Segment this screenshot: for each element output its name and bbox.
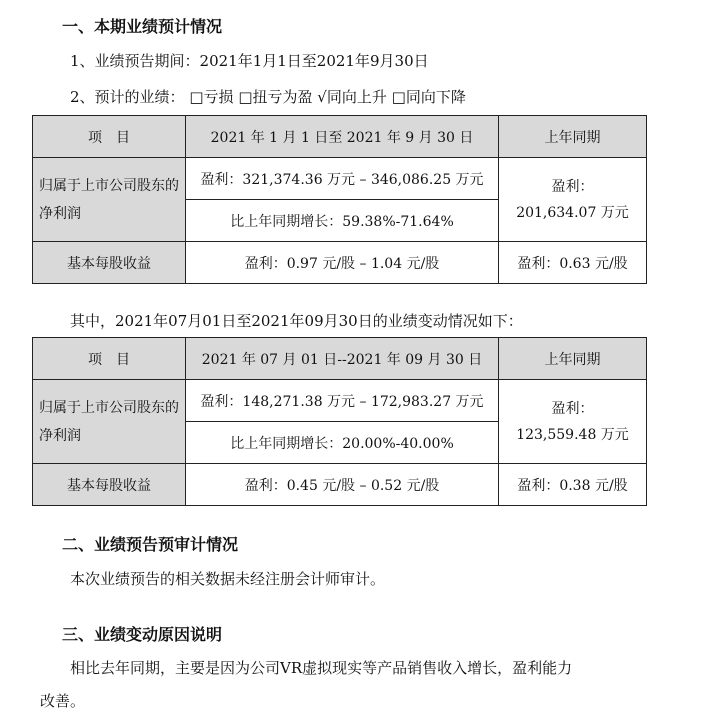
eps-label: 基本每股收益 — [33, 464, 186, 506]
q3-intro: 其中，2021年07月01日至2021年09月30日的业绩变动情况如下： — [70, 312, 523, 330]
header-item: 项 目 — [33, 116, 186, 158]
header-prior: 上年同期 — [499, 116, 647, 158]
option-increase: √同向上升 — [317, 88, 387, 106]
eps-prior: 盈利：0.38 元/股 — [499, 464, 647, 506]
net-profit-prior: 盈利： 201,634.07 万元 — [499, 158, 647, 242]
net-profit-label: 归属于上市公司股东的净利润 — [33, 380, 186, 464]
net-profit-growth: 比上年同期增长：59.38%-71.64% — [186, 200, 499, 242]
header-period: 2021 年 1 月 1 日至 2021 年 9 月 30 日 — [186, 116, 499, 158]
audit-statement: 本次业绩预告的相关数据未经注册会计师审计。 — [70, 570, 386, 588]
checkbox-icon: □ — [189, 88, 204, 106]
header-prior: 上年同期 — [499, 338, 647, 380]
option-turnaround: □扭亏为盈 — [238, 88, 313, 106]
eps-range: 盈利：0.97 元/股 – 1.04 元/股 — [186, 242, 499, 284]
section-heading-3: 三、业绩变动原因说明 — [62, 625, 223, 644]
eps-range: 盈利：0.45 元/股 – 0.52 元/股 — [186, 464, 499, 506]
forecast-table-q3 — [32, 337, 647, 506]
checkbox-icon: □ — [391, 88, 406, 106]
header-period: 2021 年 07 月 01 日--2021 年 09 月 30 日 — [186, 338, 499, 380]
expected-label: 2、预计的业绩： — [70, 88, 185, 106]
reason-text-line2: 改善。 — [40, 692, 86, 710]
net-profit-growth: 比上年同期增长：20.00%-40.00% — [186, 422, 499, 464]
net-profit-range: 盈利：148,271.38 万元 – 172,983.27 万元 — [186, 380, 499, 422]
net-profit-range: 盈利：321,374.36 万元 – 346,086.25 万元 — [186, 158, 499, 200]
header-item: 项 目 — [33, 338, 186, 380]
checkbox-icon: □ — [238, 88, 253, 106]
eps-prior: 盈利：0.63 元/股 — [499, 242, 647, 284]
checkmark-icon: √ — [317, 88, 327, 106]
net-profit-label: 归属于上市公司股东的净利润 — [33, 158, 186, 242]
expected-results — [70, 86, 466, 107]
section-heading-1: 一、本期业绩预计情况 — [62, 17, 223, 36]
forecast-table-ytd — [32, 115, 647, 284]
section-heading-2: 二、业绩预告预审计情况 — [62, 535, 239, 554]
eps-label: 基本每股收益 — [33, 242, 186, 284]
reason-text-line1: 相比去年同期，主要是因为公司VR虚拟现实等产品销售收入增长，盈利能力 — [70, 659, 573, 677]
option-loss: □亏损 — [189, 88, 234, 106]
net-profit-prior: 盈利： 123,559.48 万元 — [499, 380, 647, 464]
option-decrease: □同向下降 — [391, 88, 466, 106]
forecast-period: 1、业绩预告期间：2021年1月1日至2021年9月30日 — [70, 52, 429, 70]
